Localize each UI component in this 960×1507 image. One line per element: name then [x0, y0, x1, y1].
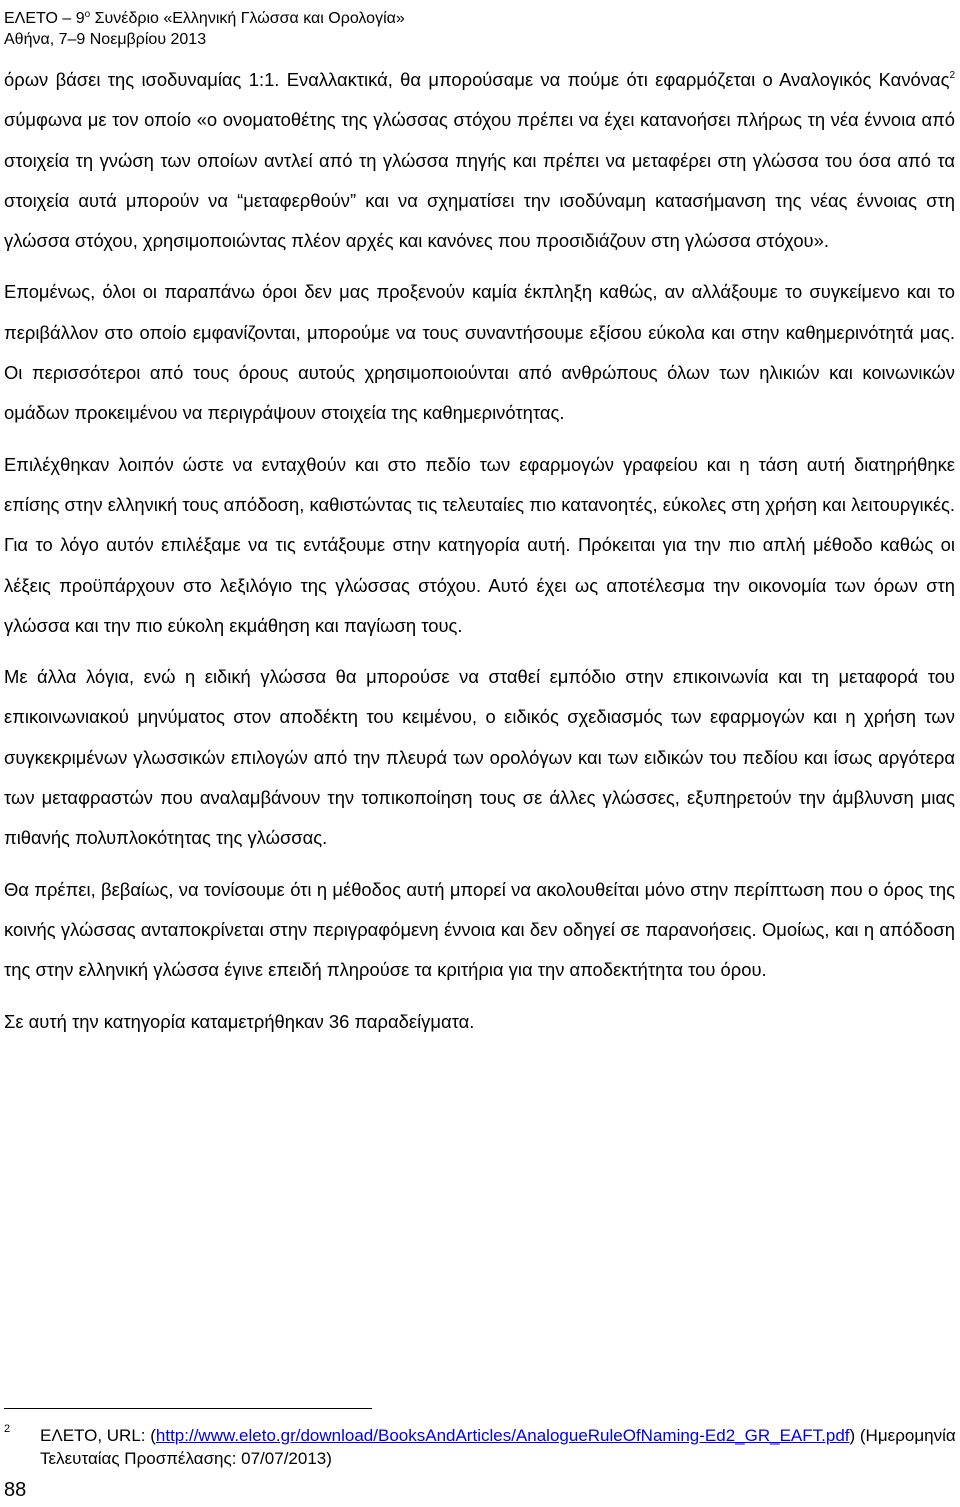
page-number: 88	[4, 1479, 27, 1501]
paragraph-3: Επιλέχθηκαν λοιπόν ώστε να ενταχθούν και στο πεδίο των εφαρμογών γραφείου και η τάση αυτή διατηρήθηκε επίσης στην ελληνική τους απόδοση, καθιστώντας τις τελευταίες πιο κατανοητές, εύκολες στη χρήση και λειτουργικές. Για το λόγο αυτόν επιλέξαμε να τις εντάξουμε στην κατηγορία αυτή. Πρόκειται για την πιο απλή μέθοδο καθώς οι λέξεις προϋπάρχουν στο λεξιλόγιο της γλώσσας στόχου. Αυτό έχει ως αποτέλεσμα την οικονομία των όρων στη γλώσσα και την πιο εύκολη εκμάθηση και παγίωση τους.	[4, 453, 955, 636]
paragraph-6: Σε αυτή την κατηγορία καταμετρήθηκαν 36 παραδείγματα.	[4, 1010, 475, 1032]
paragraph-5: Θα πρέπει, βεβαίως, να τονίσουμε ότι η μέθοδος αυτή μπορεί να ακολουθείται μόνο στην περίπτωση που ο όρος της κοινής γλώσσας ανταποκρίνεται στην περιγραφόμενη έννοια και δεν οδηγεί σε παρανοήσεις. Ομοίως, και η απόδοση της στην ελληνική γλώσσα έγινε επειδή πληρούσε τα κριτήρια για την αποδεκτήτητα του όρου.	[4, 878, 955, 981]
conference-title: ΕΛΕΤΟ – $9^o$ Συνέδριο «Ελληνική Γλώσσα και Ορολογία»	[4, 9, 405, 27]
paragraph-4: Με άλλα λόγια, ενώ η ειδική γλώσσα θα μπορούσε να σταθεί εμπόδιο στην επικοινωνία και τη μεταφορά του επικοινωνιακού μηνύματος στον αποδέκτη του κειμένου, ο ειδικός σχεδιασμός των εφαρμογών και η χρήση των συγκεκριμένων γλωσσικών επιλογών από την πλευρά των ορολόγων και των ειδικών του πεδίου και ίσως αργότερα των μεταφραστών που αναλαμβάνουν την τοπικοποίηση τους σε άλλες γλώσσες, εξυπηρετούν την άμβλυνση μιας πιθανής πολυπλοκότητας της γλώσσας.	[4, 666, 955, 849]
footnote-number: 2	[4, 1423, 11, 1435]
conference-date: Αθήνα, 7–9 Νοεμβρίου 2013	[4, 31, 207, 48]
running-header	[4, 4, 405, 50]
footnote-separator	[4, 1408, 372, 1409]
paragraph-1: όρων βάσει της ισοδυναμίας 1:1. Εναλλακτικά, θα μπορούσαμε να πούμε ότι εφαρμόζεται ο Αναλογικός Κανόνας$^2$ σύμφωνα με τον οποίο «ο ονοματοθέτης της γλώσσας στόχου πρέπει να έχει κατανοήσει πλήρως τη νέα έννοια από στοιχεία τη γνώση των οποίων αντλεί από τη γλώσσα πηγής και πρέπει να μεταφέρει στη γλώσσα του όσα από τα στοιχεία αυτά μπορούν να “μεταφερθούν” και να σχηματίσει την ισοδύναμη κατασήμανση της νέας έννοιας στη γλώσσα στόχου, χρησιμοποιώντας πλέον αρχές και κανόνες που προσιδιάζουν στη γλώσσα στόχου».	[4, 69, 955, 252]
paragraph-2: Επομένως, όλοι οι παραπάνω όροι δεν μας προξενούν καμία έκπληξη καθώς, αν αλλάξουμε το συγκείμενο και το περιβάλλον στο οποίο εμφανίζονται, μπορούμε να τους συναντήσουμε εξίσου εύκολα και στην καθημερινότητά μας. Οι περισσότεροι από τους όρους αυτούς χρησιμοποιούνται από ανθρώπους όλων των ηλικιών και κοινωνικών ομάδων προκειμένου να περιγράψουν στοιχεία της καθημερινότητας.	[4, 281, 955, 424]
footnote-reference[interactable]: 2	[949, 70, 955, 81]
main-text	[4, 56, 955, 1053]
footnote	[4, 1418, 956, 1470]
footnote-text: ΕΛΕΤΟ, URL: (http://www.eleto.gr/download/BooksAndArticles/AnalogueRuleOfNaming-Ed2_GR_EAFT.pdf) (Ημερομηνία Τελευταίας Προσπέλασης: 07/07/2013)	[40, 1426, 956, 1468]
footnote-link[interactable]: http://www.eleto.gr/download/BooksAndArticles/AnalogueRuleOfNaming-Ed2_GR_EAFT.pdf	[155, 1426, 850, 1445]
